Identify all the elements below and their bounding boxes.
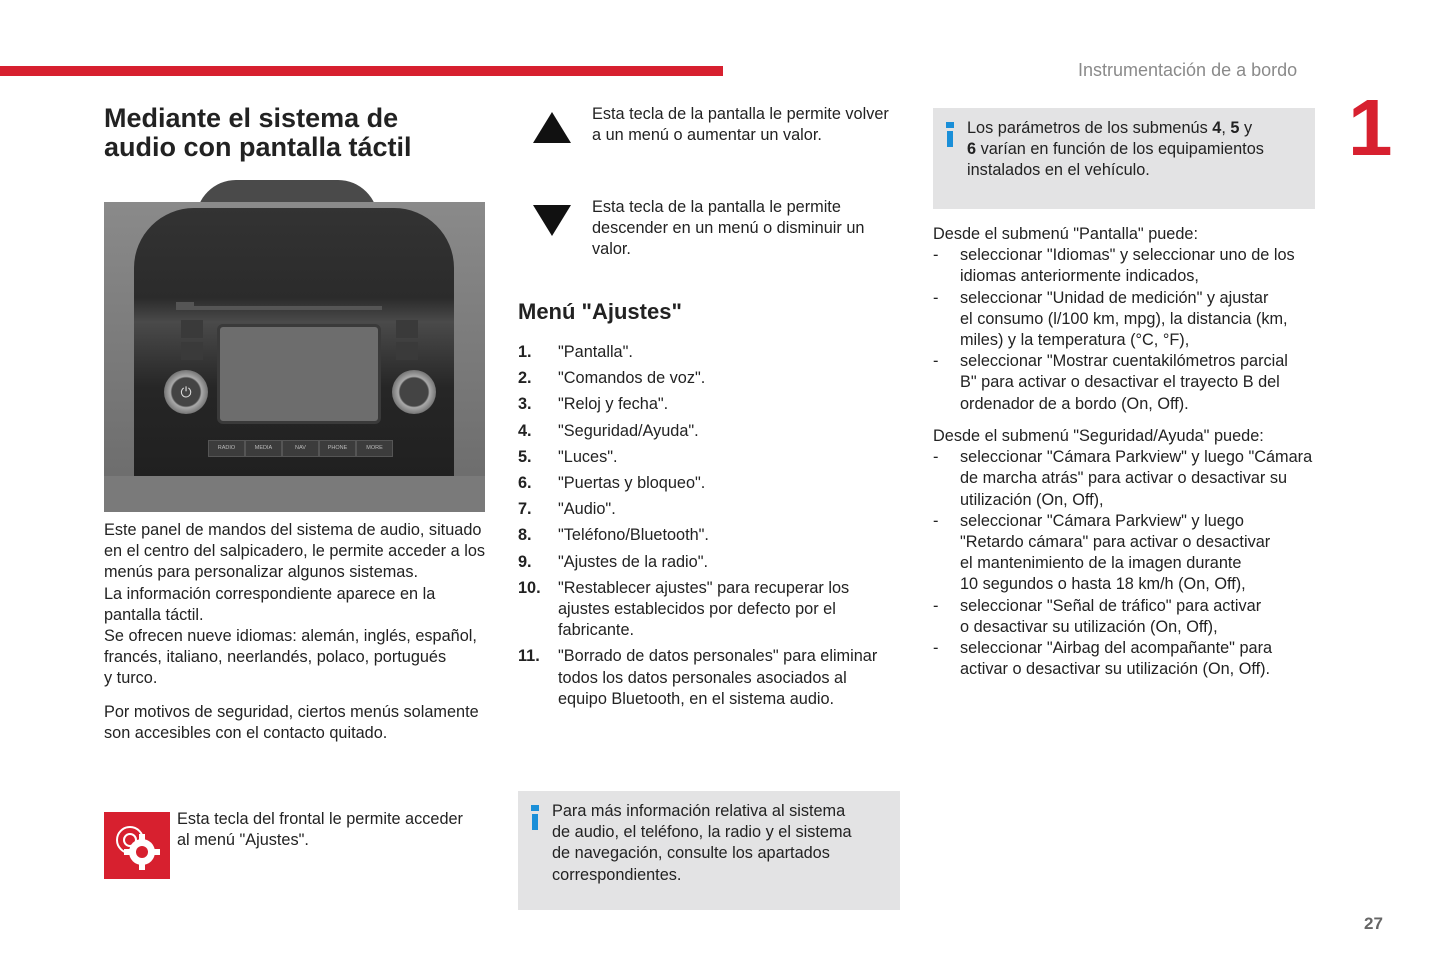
option-item: [933, 511, 1323, 596]
text-line: utilización (On, Off),: [960, 490, 1104, 509]
text-line: seleccionar "Mostrar cuentakilómetros parcial: [960, 352, 1288, 371]
header-red-bar: [0, 66, 723, 76]
settings-menu-list: [518, 342, 893, 715]
audio-panel-illustration: [104, 180, 485, 512]
up-key-description: [592, 104, 902, 146]
text-line: o desactivar su utilización (On, Off),: [960, 617, 1218, 636]
menu-item-label: "Comandos de voz".: [558, 369, 706, 388]
text-line: el consumo (l/100 km, mpg), la distancia (km,: [960, 309, 1288, 328]
text-line: descender en un menú o disminuir un: [592, 219, 865, 238]
dash-bullet: -: [933, 352, 939, 371]
text-line: instalados en el vehículo.: [967, 161, 1150, 180]
text: 6: [967, 140, 977, 159]
text-line: y turco.: [104, 669, 158, 688]
text-line: seleccionar "Airbag del acompañante" para: [960, 639, 1273, 658]
seguridad-section: [933, 426, 1323, 680]
option-item: [933, 245, 1323, 287]
up-arrow-icon: [533, 112, 571, 143]
text-line: Esta tecla del frontal le permite acceder: [177, 810, 463, 828]
menu-item: [518, 342, 893, 363]
menu-item: [518, 394, 893, 415]
dash-bullet: -: [933, 596, 939, 615]
media-button: MEDIA: [245, 440, 282, 457]
text: Los parámetros de los submenús: [967, 119, 1213, 137]
dash-bullet: -: [933, 288, 939, 307]
menu-item-label: "Ajustes de la radio".: [558, 552, 709, 571]
text-line: La información correspondiente aparece en la: [104, 584, 436, 603]
text-line: 10 segundos o hasta 18 km/h (On, Off),: [960, 575, 1246, 594]
menu-item-number: 7.: [518, 500, 532, 519]
menu-item-number: 4.: [518, 421, 532, 440]
page-heading: [104, 104, 412, 162]
text-line: de audio, el teléfono, la radio y el sistema: [552, 823, 852, 842]
text-line: de navegación, consulte los apartados: [552, 844, 830, 863]
chapter-number: 1: [1348, 83, 1393, 172]
menu-item: [518, 368, 893, 389]
menu-item-number: 3.: [518, 395, 532, 414]
option-item: [933, 288, 1323, 352]
info-icon: [531, 805, 539, 830]
menu-item: [518, 421, 893, 442]
option-item: [933, 447, 1323, 511]
browse-knob: [392, 370, 436, 414]
menu-item-number: 2.: [518, 369, 532, 388]
text-line: seleccionar "Señal de tráfico" para activar: [960, 596, 1262, 615]
option-item: [933, 638, 1323, 680]
menu-item: [518, 473, 893, 494]
menu-item-number: 11.: [518, 647, 540, 666]
text-line: correspondientes.: [552, 865, 682, 884]
menu-item: [518, 552, 893, 573]
menu-item-label: "Luces".: [558, 447, 618, 466]
text-line: B" para activar o desactivar el trayecto B del: [960, 373, 1280, 392]
pantalla-options-list: [933, 245, 1323, 415]
dash-bullet: -: [933, 511, 939, 530]
menu-item: [518, 447, 893, 468]
menu-item-number: 6.: [518, 474, 532, 493]
info-box-submenus: [933, 108, 1315, 209]
touch-screen: [217, 324, 381, 424]
text-line: ordenador de a bordo (On, Off).: [960, 394, 1189, 413]
menu-item-label: "Restablecer ajustes" para recuperar los ajustes establecidos por defecto por el fabricante.: [558, 578, 850, 640]
menu-item-label: "Pantalla".: [558, 343, 633, 361]
text-line: activar o desactivar su utilización (On, Off).: [960, 660, 1271, 679]
info-text: [552, 801, 852, 886]
settings-menu-title: Menú "Ajustes": [518, 299, 682, 324]
pantalla-section: [933, 224, 1323, 415]
text-line: Este panel de mandos del sistema de audio, situado: [104, 521, 482, 539]
section-intro: Desde el submenú "Pantalla" puede:: [933, 225, 1198, 243]
option-text: [960, 447, 1312, 511]
text-line: valor.: [592, 240, 631, 259]
dash-bullet: -: [933, 448, 939, 467]
menu-item-label: "Reloj y fecha".: [558, 395, 669, 414]
text: 5: [1230, 119, 1240, 137]
nav-button: NAV: [282, 440, 319, 457]
heading-line: Mediante el sistema de: [104, 103, 399, 133]
text-line: "Retardo cámara" para activar o desactivar: [960, 533, 1271, 552]
dash-bullet: -: [933, 246, 939, 265]
option-text: [960, 288, 1288, 352]
text-line: seleccionar "Idiomas" y seleccionar uno de los: [960, 246, 1295, 265]
panel-description: [104, 520, 494, 690]
menu-item: [518, 646, 893, 710]
text: 4: [1212, 119, 1222, 137]
info-box-audio: [518, 791, 900, 910]
text-line: Esta tecla de la pantalla le permite volver: [592, 105, 889, 123]
text-line: seleccionar "Cámara Parkview" y luego: [960, 511, 1244, 530]
text-line: el mantenimiento de la imagen durante: [960, 554, 1242, 573]
heading-line: audio con pantalla táctil: [104, 132, 412, 162]
menu-item-number: 5.: [518, 447, 532, 466]
section-intro: Desde el submenú "Seguridad/Ayuda" puede:: [933, 427, 1264, 445]
text-line: francés, italiano, neerlandés, polaco, portugués: [104, 648, 447, 667]
text-line: en el centro del salpicadero, le permite acceder a los: [104, 542, 486, 561]
seguridad-options-list: [933, 447, 1323, 680]
menu-item-label: "Audio".: [558, 500, 616, 519]
text-line: idiomas anteriormente indicados,: [960, 267, 1199, 286]
text-line: Se ofrecen nueve idiomas: alemán, inglés, español,: [104, 627, 477, 646]
option-item: [933, 351, 1323, 415]
option-text: [960, 351, 1288, 415]
option-text: [960, 596, 1261, 638]
source-buttons: [208, 440, 393, 457]
dash-bullet: -: [933, 639, 939, 658]
volume-knob: ⏻: [164, 370, 208, 414]
menu-item: [518, 499, 893, 520]
text-line: Esta tecla de la pantalla le permite: [592, 198, 841, 216]
text-line: seleccionar "Cámara Parkview" y luego "Cámara: [960, 448, 1313, 467]
option-text: [960, 511, 1270, 596]
more-button: MORE: [356, 440, 393, 457]
menu-item-number: 9.: [518, 552, 532, 571]
text-line: menús para personalizar algunos sistemas.: [104, 563, 419, 582]
option-text: [960, 245, 1295, 287]
menu-item: [518, 578, 893, 642]
menu-item-number: 8.: [518, 526, 532, 545]
menu-item-number: 10.: [518, 578, 541, 597]
safety-note: [104, 702, 494, 744]
text-line: a un menú o aumentar un valor.: [592, 126, 822, 145]
text-line: pantalla táctil.: [104, 605, 204, 624]
menu-item: [518, 525, 893, 546]
phone-button: PHONE: [319, 440, 356, 457]
radio-button: RADIO: [208, 440, 245, 457]
menu-item-label: "Teléfono/Bluetooth".: [558, 526, 709, 545]
menu-item-number: 1.: [518, 343, 532, 361]
text-line: Por motivos de seguridad, ciertos menús solamente: [104, 703, 479, 721]
text: y: [1239, 119, 1253, 137]
section-title: Instrumentación de a bordo: [1078, 60, 1298, 80]
page-number: 27: [1364, 914, 1383, 933]
menu-item-label: "Seguridad/Ayuda".: [558, 421, 699, 440]
text-line: miles) y la temperatura (°C, °F),: [960, 331, 1190, 350]
down-key-description: [592, 197, 892, 261]
info-icon: [946, 122, 954, 147]
text-line: seleccionar "Unidad de medición" y ajustar: [960, 288, 1269, 307]
text: varían en función de los equipamientos: [976, 140, 1264, 159]
text-line: son accesibles con el contacto quitado.: [104, 724, 388, 743]
text-line: de marcha atrás" para activar o desactivar su: [960, 469, 1288, 488]
text-line: al menú "Ajustes".: [177, 831, 309, 850]
option-text: [960, 638, 1272, 680]
info-text: [967, 118, 1264, 182]
menu-item-label: "Puertas y bloqueo".: [558, 474, 706, 493]
option-item: [933, 596, 1323, 638]
menu-item-label: "Borrado de datos personales" para eliminar todos los datos personales asociados al equipo Bluetooth, en el sistema audio.: [558, 647, 878, 708]
settings-gear-icon: [104, 812, 170, 879]
text-line: Para más información relativa al sistema: [552, 802, 846, 820]
settings-key-description: [177, 809, 487, 851]
text: ,: [1221, 119, 1231, 137]
down-arrow-icon: [533, 205, 571, 236]
